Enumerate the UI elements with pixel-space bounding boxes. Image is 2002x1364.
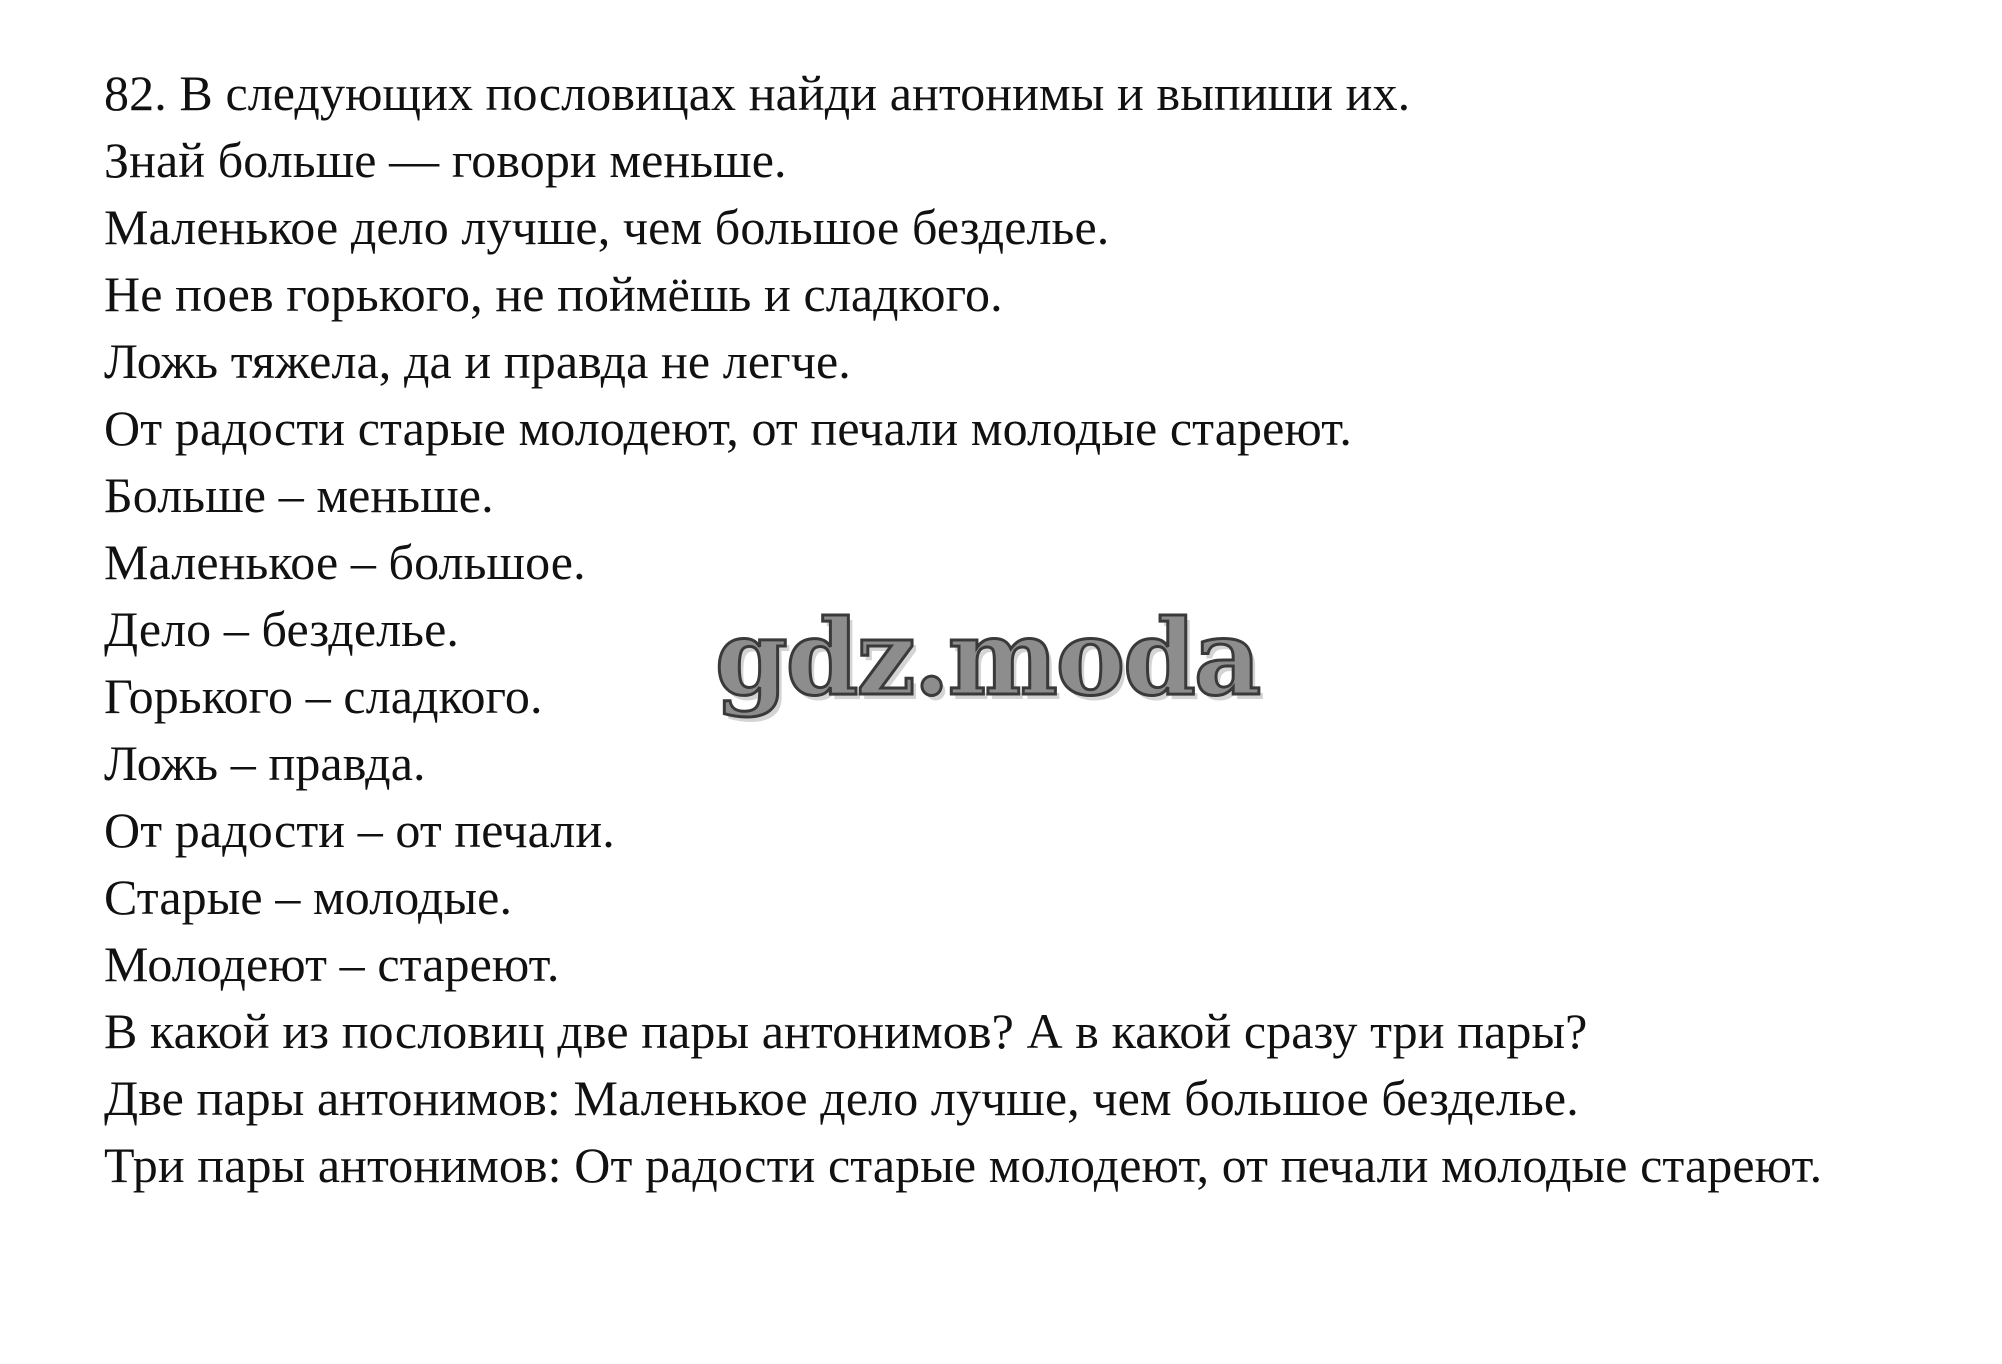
watermark: gdz.moda [715,596,1260,719]
antonym-pair-line: Ложь – правда. [104,735,426,791]
antonym-pair-line: Дело – безделье. [104,601,459,657]
antonym-pair-line: Маленькое – большое. [104,534,586,590]
proverb-line: Не поев горького, не поймёшь и сладкого. [104,266,1003,322]
proverb-line: Знай больше — говори меньше. [104,132,787,188]
antonym-pair-line: Больше – меньше. [104,467,494,523]
proverb-line: Ложь тяжела, да и правда не легче. [104,333,851,389]
antonym-pair-line: Старые – молодые. [104,869,513,925]
antonym-pair-line: Молодеют – стареют. [104,936,560,992]
antonym-pair-line: От радости – от печали. [104,802,615,858]
document-content [104,60,1964,1199]
answer-line: Три пары антонимов: От радости старые молодеют, от печали молодые стареют. [104,1137,1823,1193]
antonym-pair-line: Горького – сладкого. [104,668,543,724]
proverb-line: От радости старые молодеют, от печали молодые стареют. [104,400,1353,456]
task-heading: 82. В следующих пословицах найди антонимы и выпиши их. [104,65,1411,121]
answer-line: Две пары антонимов: Маленькое дело лучше, чем большое безделье. [104,1070,1579,1126]
proverb-line: Маленькое дело лучше, чем большое безделье. [104,199,1110,255]
question-line: В какой из пословиц две пары антонимов? А в какой сразу три пары? [104,1003,1588,1059]
